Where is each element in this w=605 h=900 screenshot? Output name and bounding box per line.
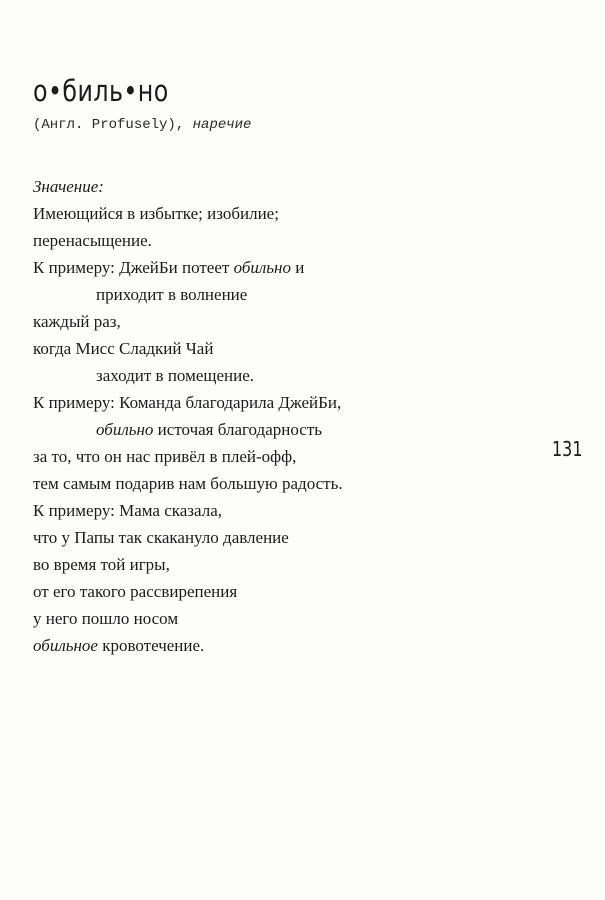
example-line [33,583,237,600]
example-text: когда Мисс Сладкий Чай [33,339,214,358]
meaning-label: Значение: [33,177,104,196]
example-text: К примеру: ДжейБи потеет [33,258,234,277]
example-line [96,286,247,303]
example-line [33,529,289,546]
example-line [33,259,304,276]
example-text: К примеру: Мама сказала, [33,501,222,520]
example-text: за то, что он нас привёл в плей-офф, [33,447,297,466]
example-line [33,340,213,357]
example-line [33,502,222,519]
example-line [33,394,341,411]
page-number: 131 [552,437,583,461]
example-line [33,610,178,627]
example-text: каждый раз, [33,312,121,331]
example-emphasis: обильно [233,258,291,277]
example-text: тем самым подарив нам большую радость. [33,474,343,493]
example-text: и [290,258,305,277]
example-emphasis: обильное [33,636,98,655]
example-text: во время той игры, [33,555,170,574]
example-line [96,367,254,384]
example-line [96,421,322,438]
part-of-speech: наречие [192,117,252,133]
part-of-speech-line [33,117,251,133]
example-text: приходит в волнение [96,285,248,304]
example-text: заходит в помещение. [96,366,255,385]
example-line [33,475,343,492]
example-text: кровотечение. [97,636,205,655]
headword: о•биль•но [33,74,169,108]
example-text: источая благодарность [153,420,323,439]
example-text: что у Папы так скакануло давление [33,528,289,547]
example-line [33,313,121,330]
example-line [33,637,204,654]
example-line [33,448,296,465]
example-text: от его такого рассвирепения [33,582,238,601]
example-line [33,556,170,573]
definition-line: перенасыщение. [33,231,152,250]
definition-line: Имеющийся в избытке; изобилие; [33,204,279,223]
example-text: у него пошло носом [33,609,179,628]
example-emphasis: обильно [96,420,154,439]
language-note: (Англ. Profusely), [33,117,185,133]
example-text: К примеру: Команда благодарила ДжейБи, [33,393,342,412]
